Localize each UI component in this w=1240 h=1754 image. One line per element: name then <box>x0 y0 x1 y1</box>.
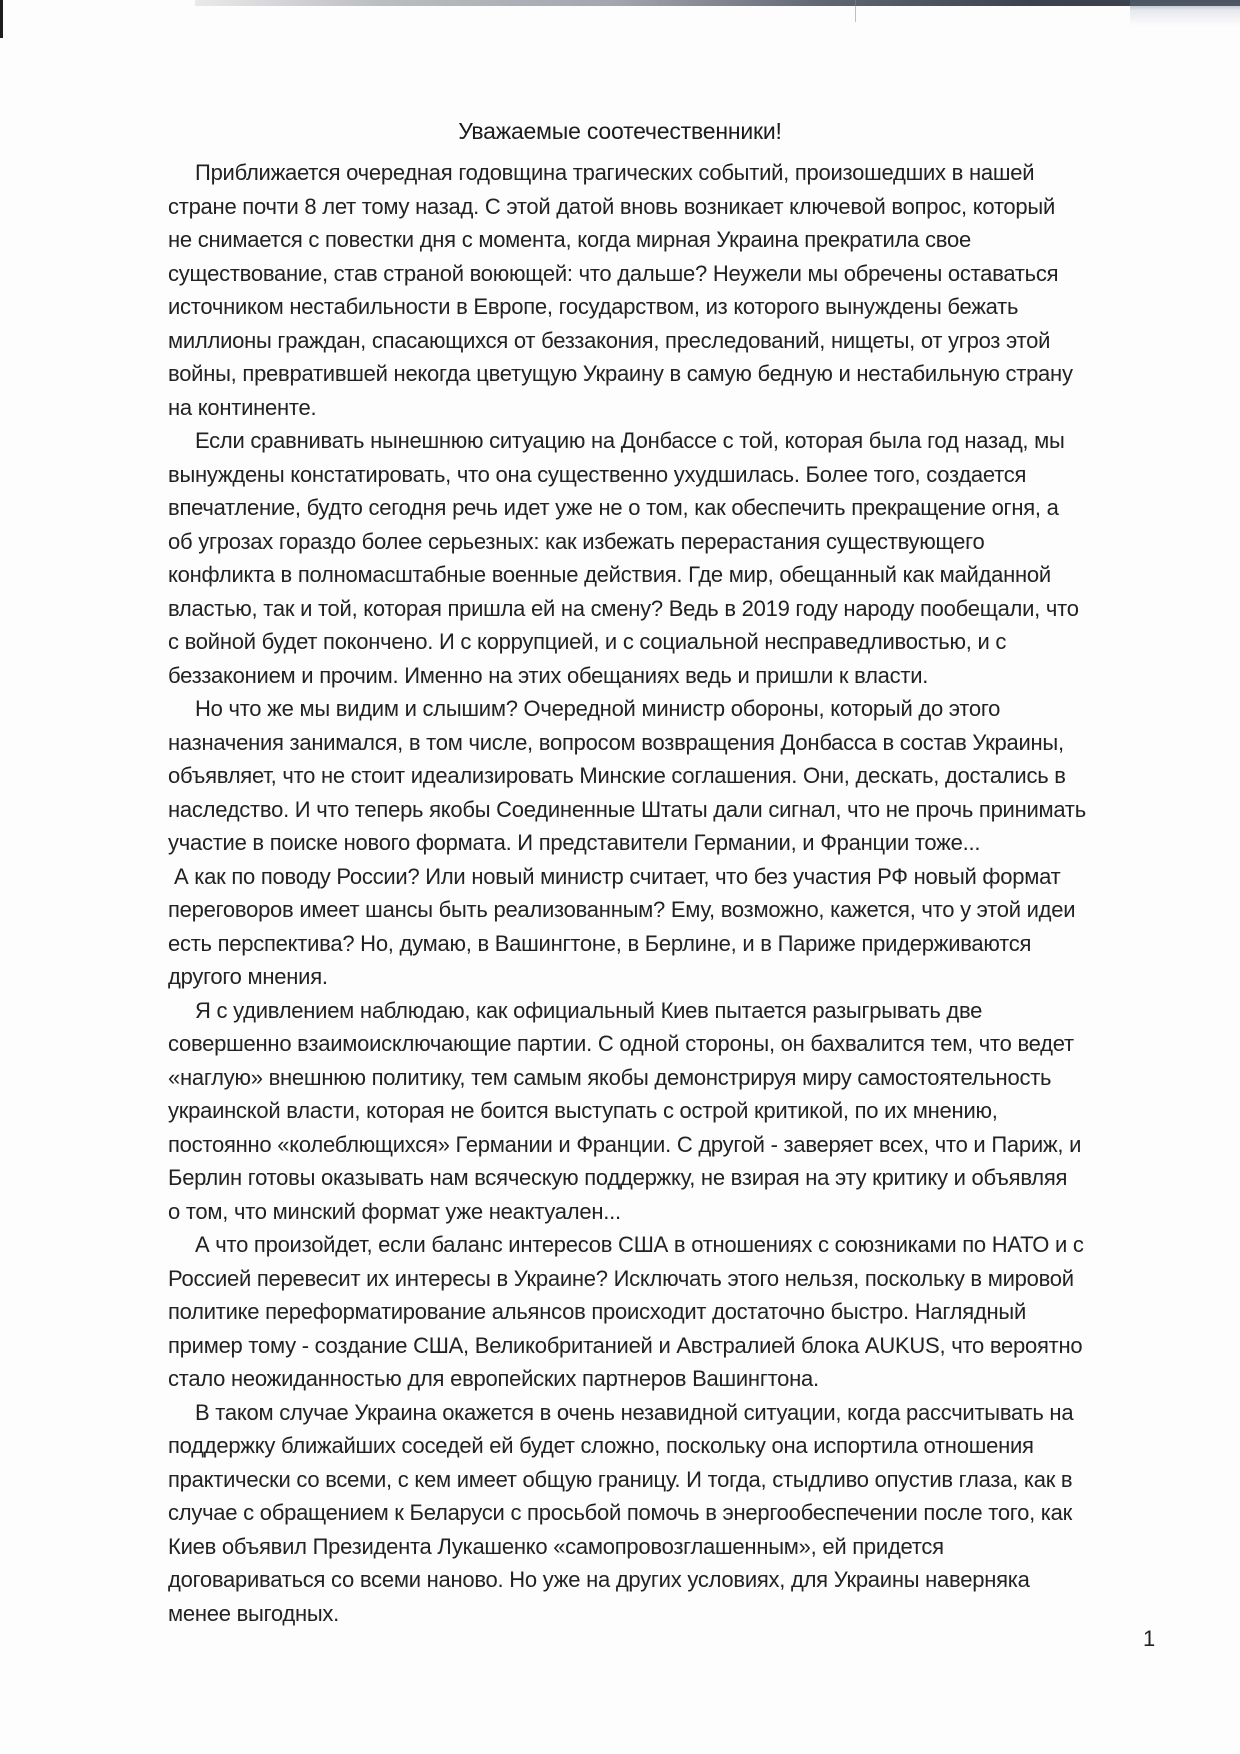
text-line: назначения занимался, в том числе, вопросом возвращения Донбасса в состав Украины, <box>168 729 1064 755</box>
text-line: властью, так и той, которая пришла ей на смену? Ведь в 2019 году народу пообещали, что <box>168 595 1079 621</box>
paragraph <box>168 860 1168 994</box>
text-line: Киев объявил Президента Лукашенко «самопровозглашенным», ей придется <box>168 1533 944 1559</box>
paragraph <box>168 994 1168 1229</box>
scan-artifact-top-edge <box>195 0 1240 6</box>
text-line: пример тому - создание США, Великобританией и Австралией блока AUKUS, что вероятно <box>168 1332 1083 1358</box>
text-line: участие в поиске нового формата. И представители Германии, и Франции тоже... <box>168 830 981 855</box>
scan-artifact-left-edge <box>0 0 3 38</box>
text-line: вынуждены констатировать, что она существенно ухудшилась. Более того, создается <box>168 461 1027 487</box>
paragraph <box>168 1228 1168 1396</box>
text-line: переговоров имеет шансы быть реализованным? Ему, возможно, кажется, что у этой идеи <box>168 897 1076 922</box>
text-line: менее выгодных. <box>168 1600 340 1626</box>
paragraph <box>168 424 1168 692</box>
paragraph <box>168 692 1168 860</box>
text-line: есть перспектива? Но, думаю, в Вашингтоне, в Берлине, и в Париже придерживаются <box>168 930 1032 956</box>
text-line: войны, превратившей некогда цветущую Украину в самую бедную и нестабильную страну <box>168 361 1073 386</box>
text-line: об угрозах гораздо более серьезных: как избежать перерастания существующего <box>168 528 985 554</box>
text-line: Россией перевесит их интересы в Украине? Исключать этого нельзя, поскольку в мировой <box>168 1265 1074 1291</box>
paragraph <box>168 1396 1168 1631</box>
text-line: украинской власти, которая не боится выступать с острой критикой, по их мнению, <box>168 1098 998 1123</box>
text-line: Берлин готовы оказывать нам всяческую поддержку, не взирая на эту критику и объявляя <box>168 1165 1068 1190</box>
text-line: стране почти 8 лет тому назад. С этой датой вновь возникает ключевой вопрос, который <box>168 193 1055 219</box>
text-line: случае с обращением к Беларуси с просьбой помочь в энергообеспечении после того, как <box>168 1500 1073 1525</box>
text-line: Я с удивлением наблюдаю, как официальный Киев пытается разыгрывать две <box>195 997 983 1023</box>
text-line: Но что же мы видим и слышим? Очередной министр обороны, который до этого <box>195 696 1001 721</box>
text-line: В таком случае Украина окажется в очень незавидной ситуации, когда рассчитывать на <box>195 1399 1074 1425</box>
text-line: А как по поводу России? Или новый министр считает, что без участия РФ новый формат <box>174 863 1061 889</box>
text-line: беззаконием и прочим. Именно на этих обещаниях ведь и пришли к власти. <box>168 662 929 688</box>
scan-artifact-hairline <box>855 0 856 22</box>
text-line: наследство. И что теперь якобы Соединенные Штаты дали сигнал, что не прочь принимать <box>168 796 1086 822</box>
text-line: объявляет, что не стоит идеализировать Минские соглашения. Они, дескать, достались в <box>168 763 1066 788</box>
paragraph <box>168 156 1168 424</box>
text-line: «наглую» внешнюю политику, тем самым якобы демонстрируя миру самостоятельность <box>168 1064 1052 1090</box>
text-line: поддержку ближайших соседей ей будет сложно, поскольку она испортила отношения <box>168 1433 1034 1458</box>
text-line: совершенно взаимоисключающие партии. С одной стороны, он бахвалится тем, что ведет <box>168 1031 1074 1056</box>
text-line: стало неожиданностью для европейских партнеров Вашингтона. <box>168 1366 819 1391</box>
text-line: А что произойдет, если баланс интересов США в отношениях с союзниками по НАТО и с <box>195 1232 1084 1257</box>
scan-artifact-top-right-tint <box>1130 0 1240 26</box>
text-line: практически со всеми, с кем имеет общую границу. И тогда, стыдливо опустив глаза, как в <box>168 1466 1073 1492</box>
page-number: 1 <box>1143 1626 1156 1651</box>
text-line: существование, став страной воюющей: что дальше? Неужели мы обречены оставаться <box>168 260 1059 286</box>
text-line: миллионы граждан, спасающихся от беззакония, преследований, нищеты, от угроз этой <box>168 327 1051 353</box>
text-line: на континенте. <box>168 394 317 420</box>
text-line: не снимается с повестки дня с момента, когда мирная Украина прекратила свое <box>168 227 971 252</box>
text-line: источником нестабильности в Европе, государством, из которого вынуждены бежать <box>168 294 1019 319</box>
text-line: постоянно «колеблющихся» Германии и Франции. С другой - заверяет всех, что и Париж, и <box>168 1131 1082 1157</box>
text-line: с войной будет покончено. И с коррупцией, и с социальной несправедливостью, и с <box>168 629 1007 654</box>
text-line: конфликта в полномасштабные военные действия. Где мир, обещанный как майданной <box>168 562 1051 587</box>
text-line: политике переформатирование альянсов происходит достаточно быстро. Наглядный <box>168 1299 1026 1324</box>
document-body <box>168 156 1168 1630</box>
text-line: договариваться со всеми наново. Но уже на других условиях, для Украины наверняка <box>168 1567 1030 1592</box>
text-line: другого мнения. <box>168 964 328 989</box>
text-line: Если сравнивать нынешнюю ситуацию на Донбассе с той, которая была год назад, мы <box>195 428 1065 453</box>
text-line: впечатление, будто сегодня речь идет уже не о том, как обеспечить прекращение огня, а <box>168 495 1059 520</box>
text-line: Приближается очередная годовщина трагических событий, произошедших в нашей <box>195 160 1035 185</box>
page-title: Уважаемые соотечественники! <box>458 118 782 144</box>
text-line: о том, что минский формат уже неактуален... <box>168 1198 621 1224</box>
